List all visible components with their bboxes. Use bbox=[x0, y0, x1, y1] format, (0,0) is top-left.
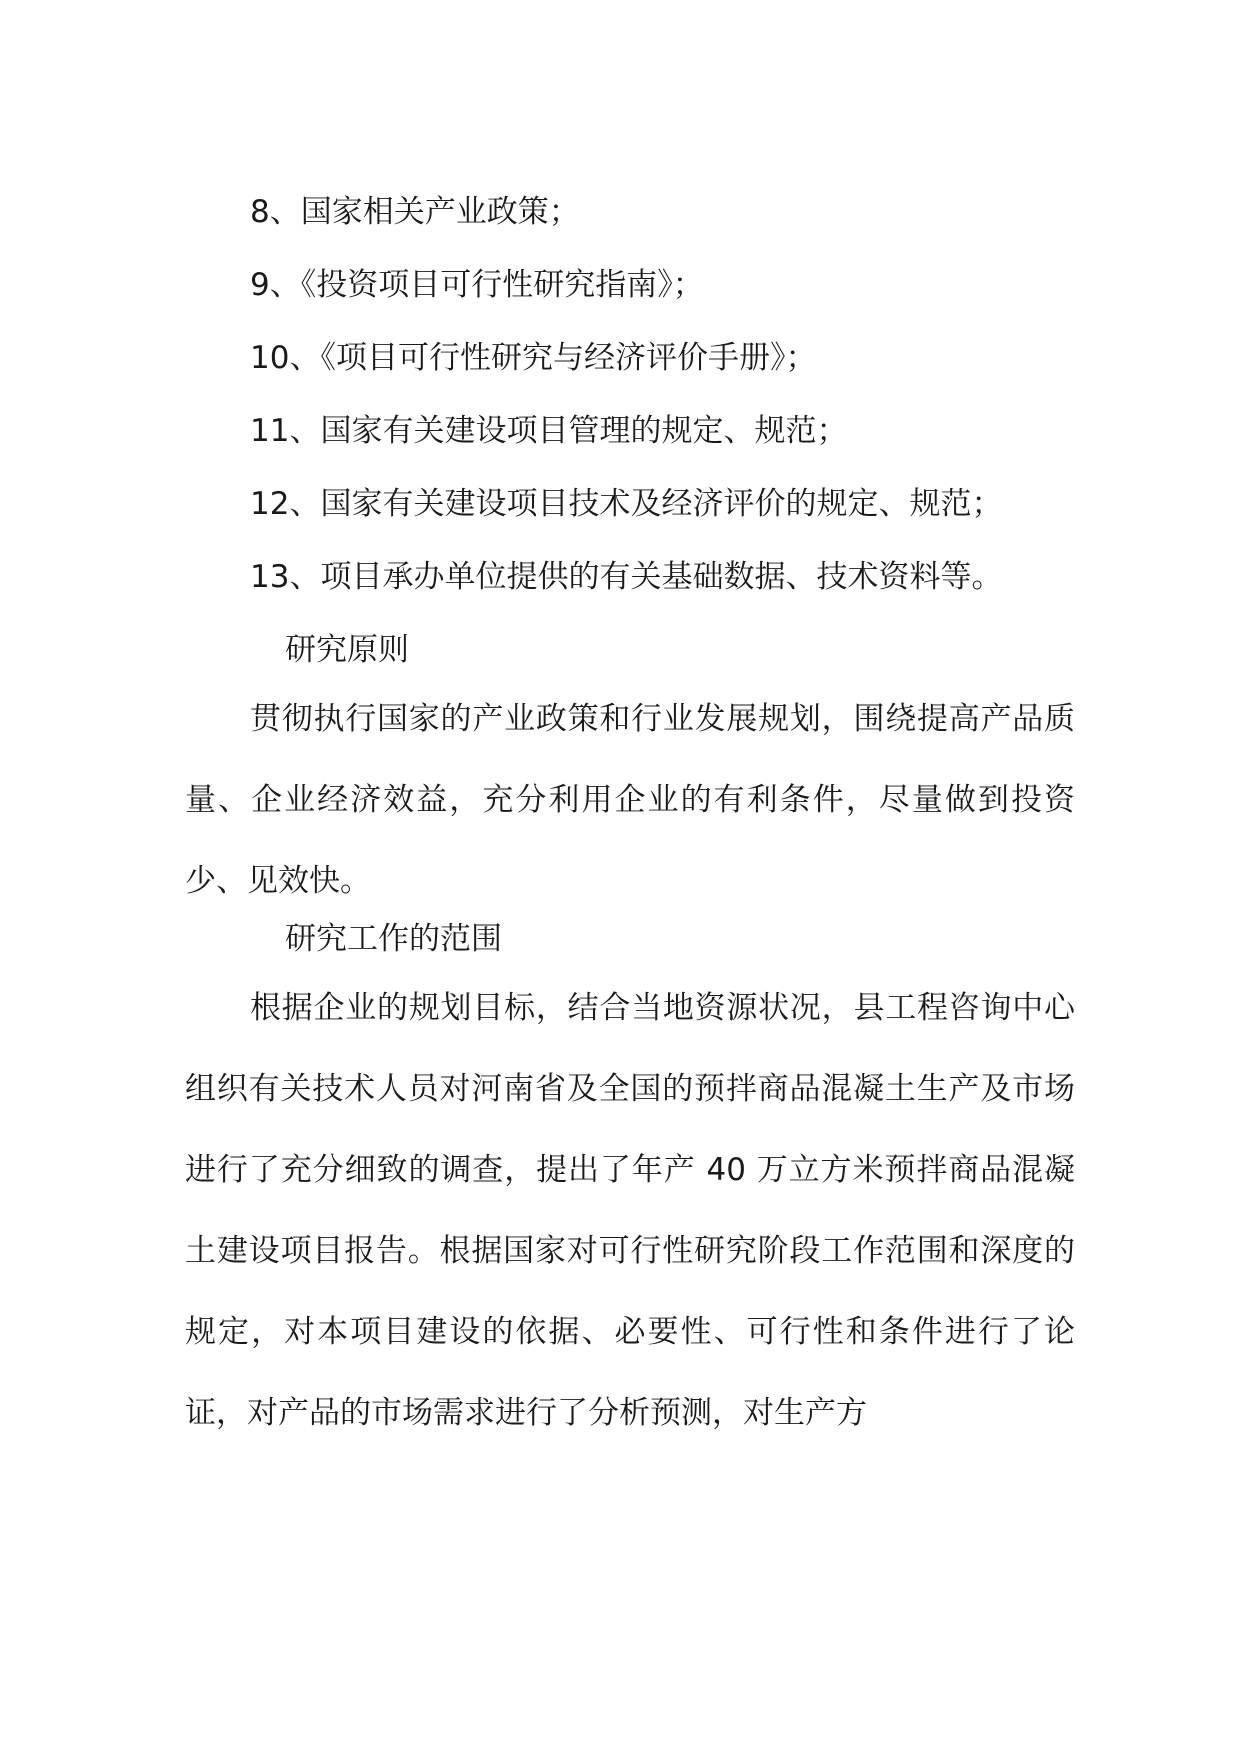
reference-list-item: 10、《项目可行性研究与经济评价手册》； bbox=[250, 340, 817, 376]
reference-list-item: 13、项目承办单位提供的有关基础数据、技术资料等。 bbox=[250, 559, 1003, 595]
section-heading-principles: 研究原则 bbox=[285, 632, 409, 668]
reference-list-item: 12、国家有关建设项目技术及经济评价的规定、规范； bbox=[250, 486, 1003, 522]
reference-list-item: 8、国家相关产业政策； bbox=[250, 194, 580, 230]
section-heading-scope: 研究工作的范围 bbox=[285, 921, 502, 957]
paragraph-scope: 根据企业的规划目标，结合当地资源状况，县工程咨询中心组织有关技术人员对河南省及全国的预拌商品混凝土生产及市场进行了充分细致的调查，提出了年产 40 万立方米预拌商品混凝土建设项目报告。根据国家对可行性研究阶段工作范围和深度的规定，对本项目建设的依据、必要性、可行性和条件进行了论证，对产品的市场需求进行了分析预测，对生产方 bbox=[185, 990, 1075, 1431]
reference-list-item: 11、国家有关建设项目管理的规定、规范； bbox=[250, 413, 848, 449]
paragraph-principles: 贯彻执行国家的产业政策和行业发展规划，围绕提高产品质量、企业经济效益，充分利用企业的有利条件，尽量做到投资少、见效快。 bbox=[185, 701, 1075, 899]
reference-list-item: 9、《投资项目可行性研究指南》； bbox=[250, 267, 704, 303]
